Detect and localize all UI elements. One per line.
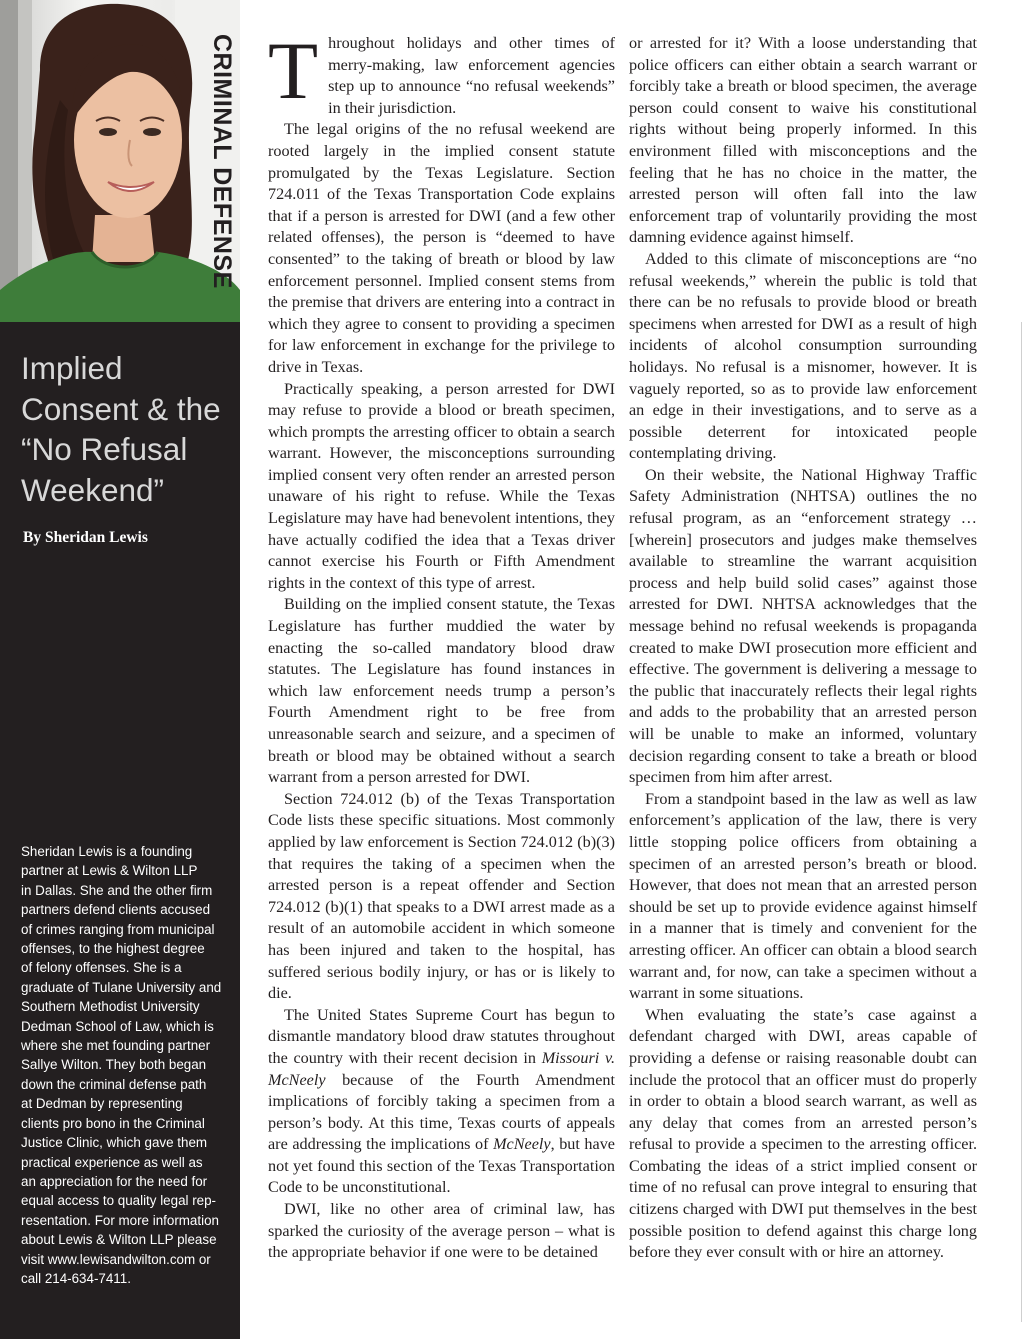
article-paragraph: DWI, like no other area of criminal law, has sparked the curiosity of the average person – what is the appropriate behavior if one were to be detained: [268, 1200, 615, 1262]
article-column-left: [268, 25, 615, 1264]
headline-line: “No Refusal: [21, 431, 188, 467]
bio-line: where she met founding partner: [21, 1038, 211, 1054]
author-bio: [21, 842, 233, 1288]
bio-line: partner at Lewis & Wilton LLP: [21, 863, 198, 879]
bio-line: Justice Clinic, which gave them: [21, 1135, 208, 1151]
paragraph-text: because of the Fourth Amendment implications of forcibly taking a specimen from a person’s body. At this time, Texas courts of appeals are addressing the implications of: [268, 1070, 615, 1154]
paragraph-text: The United States Supreme Court has begun to dismantle mandatory blood draw statutes throughout the country with their recent decision in: [268, 1005, 615, 1067]
article-paragraph: Building on the implied consent statute, the Texas Legislature has further muddied the water by enacting the so-called mandatory blood draw statutes. The Legislature has found instances in which law enforcement needs trump a person’s Fourth Amendment right to be free from unreasonable search and seizure, and a specimen of breath or blood may be obtained without a search warrant from a person arrested for DWI.: [268, 595, 615, 787]
article-column-right: [629, 33, 977, 1264]
article-paragraph: Section 724.012 (b) of the Texas Transportation Code lists these specific situations. Most commonly applied by law enforcement is Section 724.012 (b)(3) that requires the taking of a specimen when the arrested person is a repeat offender and Section 724.012 (b)(1) that speaks to a DWI arrest made as a result of an automobile accident in which someone has been injured and taken to the hospital, has suffered serious bodily injury, or has or is likely to die.: [268, 789, 615, 1003]
bio-line: Sheridan Lewis is a founding: [21, 844, 193, 859]
article-paragraph: When evaluating the state’s case against a defendant charged with DWI, areas capable of providing a defense or raising reasonable doubt can include the protocol that an officer must do properly in order to obtain a blood search warrant, as well as any delay that comes from an arrested person’s refusal to provide a specimen to the arresting officer. Combating the ideas of a strict implied consent or time of no refusal can prove integral to ensuring that citizens charged with DWI put themselves in the best possible position to defend against this charge long before they ever consult with or hire an attorney.: [629, 1005, 977, 1262]
bio-line: clients pro bono in the Criminal: [21, 1115, 205, 1131]
paragraph-text: hroughout holidays and other times of merry-making, law enforcement agencies step up to announce “no refusal weekends” in their jurisdiction.: [328, 34, 615, 117]
bio-line: offenses, to the highest degree: [21, 941, 205, 957]
bio-line: visit www.lewisandwilton.com or: [21, 1251, 211, 1267]
headline-line: Weekend”: [21, 471, 164, 508]
sidebar: [0, 0, 240, 1339]
bio-line: of crimes ranging from municipal: [21, 921, 215, 937]
headline-line: Implied: [21, 350, 123, 386]
case-citation: McNeely: [493, 1135, 551, 1154]
case-citation: Missouri v. McNeely: [268, 1048, 615, 1089]
bio-line: at Dedman by representing: [21, 1096, 183, 1112]
article-paragraph: From a standpoint based in the law as well as law enforcement’s application of the law, there is very little stopping police officers from obtaining a specimen of an arrested person’s breath or blood. However, that does not mean that an arrested person should be set up to provide evidence against himself in a manner that is timely and convenient for the arresting officer. An officer can obtain a blood search warrant and, for now, can take a specimen without a warrant in some situations.: [629, 789, 977, 1003]
article-paragraph: Practically speaking, a person arrested for DWI may refuse to provide a blood or breath specimen, which prompts the arresting officer to obtain a search warrant. However, the misconceptions surrounding implied consent very often render an arrested person unaware of his right to refuse. While the Texas Legislature may have had benevolent intentions, they have actually codified the idea that a Texas driver cannot exercise his Fourth or Fifth Amendment rights in the context of this type of arrest.: [268, 379, 615, 592]
article-paragraph: [268, 25, 615, 119]
bio-line: graduate of Tulane University and: [21, 979, 222, 995]
bio-line: in Dallas. She and the other firm: [21, 882, 213, 898]
bio-line: Sallye Wilton. They both began: [21, 1057, 207, 1073]
bio-line: down the criminal defense path: [21, 1076, 207, 1092]
bio-line: Southern Methodist University: [21, 999, 200, 1015]
section-tag: CRIMINAL DEFENSE: [208, 33, 236, 289]
article-paragraph: The legal origins of the no refusal weekend are rooted largely in the implied consent statute promulgated by the Texas Legislature. Section 724.011 of the Texas Transportation Code explains that if a person is arrested for DWI (and a few other related offenses), the person is “deemed to have consented” to the taking of breath or blood by law enforcement personnel. Implied consent stems from the premise that drivers are entering into a contract in which they agree to consent to providing a specimen for law enforcement in exchange for the privilege to drive in Texas.: [268, 120, 615, 376]
headline-line: Consent & the: [21, 390, 221, 427]
paragraph-text: , but have not yet found this section of the Texas Transportation Code to be unconstitutional.: [268, 1135, 615, 1197]
bio-line: of felony offenses. She is a: [21, 960, 182, 976]
bio-line: practical experience as well as: [21, 1154, 203, 1170]
bio-line: resentation. For more information: [21, 1212, 219, 1228]
bio-line: about Lewis & Wilton LLP please: [21, 1232, 217, 1248]
article-paragraph: or arrested for it? With a loose understanding that police officers can either obtain a search warrant or forcibly take a breath or blood specimen, the average person could consent to waive his constitutional rights without being properly informed. In this environment filled with misconceptions and the feeling that he has no choice in the matter, the arrested person will often fall into the law enforcement trap of voluntarily providing the most damning evidence against himself.: [629, 34, 977, 247]
byline: By Sheridan Lewis: [23, 529, 148, 546]
article-paragraph: [268, 1005, 615, 1199]
article-paragraph: Added to this climate of misconceptions are “no refusal weekends,” wherein the public is told that there can be no refusals to provide blood or breath specimens when arrested for DWI as a result of high incidents of alcohol consumption surrounding holidays. No refusal is a misnomer, however. It is vaguely reported, so as to provide law enforcement an edge in their investigations, and to serve as a possible deterrent for intoxicated people contemplating driving.: [629, 249, 977, 463]
article-headline: [21, 348, 236, 510]
article-paragraph: On their website, the National Highway Traffic Safety Administration (NHTSA) outlines the no refusal program, as an “enforcement strategy … [wherein] prosecutors and judges make themselves available to streamline the warrant acquisition process and help build solid cases” against those arrested for DWI. NHTSA acknowledges that the message behind no refusal weekends is propaganda created to make DWI prosecution more efficient and effective. The government is delivering a message to the public that inaccurately reflects their legal rights and adds to the probability that an arrested person will be unable to make an informed, voluntary decision regarding consent to take a breath or blood specimen from him after arrest.: [629, 465, 977, 787]
bio-line: equal access to quality legal rep-: [21, 1193, 217, 1209]
page-edge-divider: [1021, 322, 1022, 1322]
drop-cap: T: [268, 25, 319, 116]
bio-line: call 214-634-7411.: [21, 1270, 131, 1286]
bio-line: partners defend clients accused: [21, 902, 211, 918]
bio-line: Dedman School of Law, which is: [21, 1018, 214, 1034]
bio-line: an appreciation for the need for: [21, 1173, 208, 1189]
